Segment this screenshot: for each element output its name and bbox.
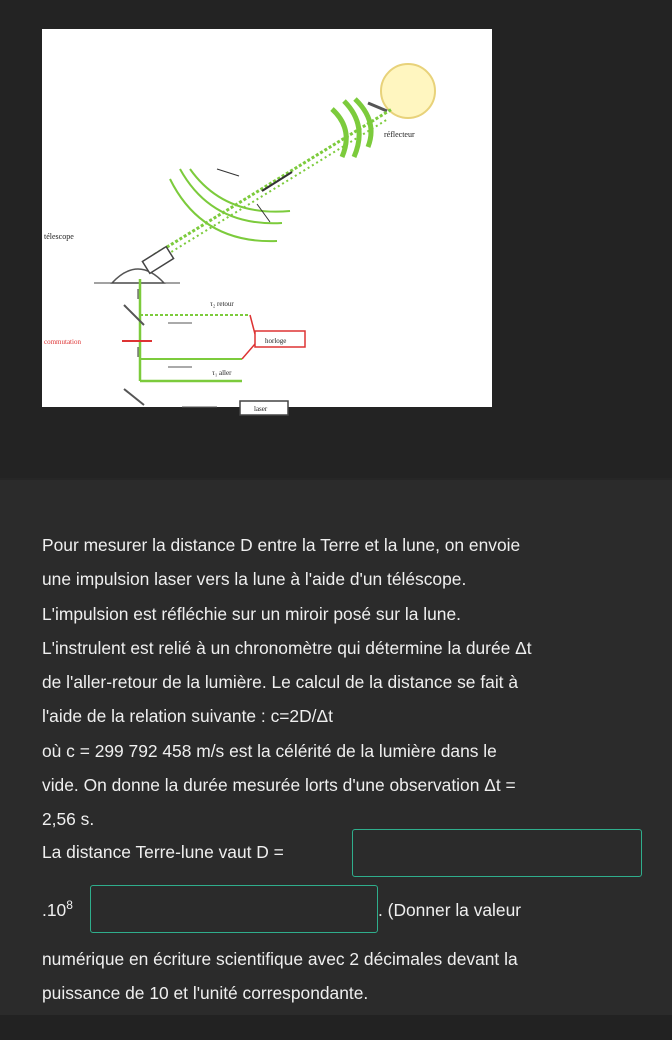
question-line: une impulsion laser vers la lune à l'aide d'un téléscope. <box>42 569 467 590</box>
t1-label: τ₁ aller <box>212 369 232 377</box>
question-line: Pour mesurer la distance D entre la Terre et la lune, on envoie <box>42 535 521 555</box>
question-line: l'aide de la relation suivante : c=2D/Δt <box>42 706 333 727</box>
question-line: où c = 299 792 458 m/s est la célérité de la lumière dans le <box>42 740 497 761</box>
beam-return <box>150 119 388 265</box>
mirror-bottom <box>124 389 144 405</box>
telescope-tube <box>142 247 173 274</box>
beam-outgoing <box>154 109 392 255</box>
question-line: vide. On donne la durée mesurée lorts d'une observation Δt = <box>42 775 516 796</box>
diagram-svg <box>42 29 492 413</box>
laser-label: laser <box>254 405 268 413</box>
question-text <box>42 528 662 837</box>
question-line: L'instrulent est relié à un chronomètre qui détermine la durée Δt <box>42 637 532 658</box>
telescope-dome <box>112 269 164 283</box>
unit-input[interactable] <box>90 885 378 933</box>
power-exponent: 8 <box>66 898 73 912</box>
reflector-label: réflecteur <box>384 130 415 139</box>
bottom-band <box>0 1015 672 1040</box>
telescope-label: télescope <box>44 232 74 241</box>
earth-moon-laser-diagram <box>42 29 492 413</box>
commutation-label: commutation <box>44 338 81 346</box>
distance-label: La distance Terre-lune vaut D = <box>42 842 284 862</box>
clock-label: horloge <box>265 337 287 345</box>
t2-label: τ₂ retour <box>210 300 234 308</box>
power-prefix: .10 <box>42 900 67 920</box>
distance-value-input[interactable] <box>352 829 642 877</box>
instruction-start: . (Donner la valeur <box>378 900 522 920</box>
instruction-line: numérique en écriture scientifique avec 2 décimales devant la <box>42 949 518 969</box>
question-line: L'impulsion est réfléchie sur un miroir posé sur la lune. <box>42 603 461 624</box>
question-line: de l'aller-retour de la lumière. Le calcul de la distance se fait à <box>42 672 519 693</box>
dir-arrow-2 <box>257 204 270 222</box>
question-line: 2,56 s. <box>42 809 95 830</box>
instruction-line: puissance de 10 et l'unité correspondante. <box>42 983 369 1003</box>
dir-arrow-1 <box>217 169 239 176</box>
clock-link-bottom <box>242 344 255 359</box>
wave-arc-6 <box>190 169 290 212</box>
power-of-ten <box>42 900 73 921</box>
